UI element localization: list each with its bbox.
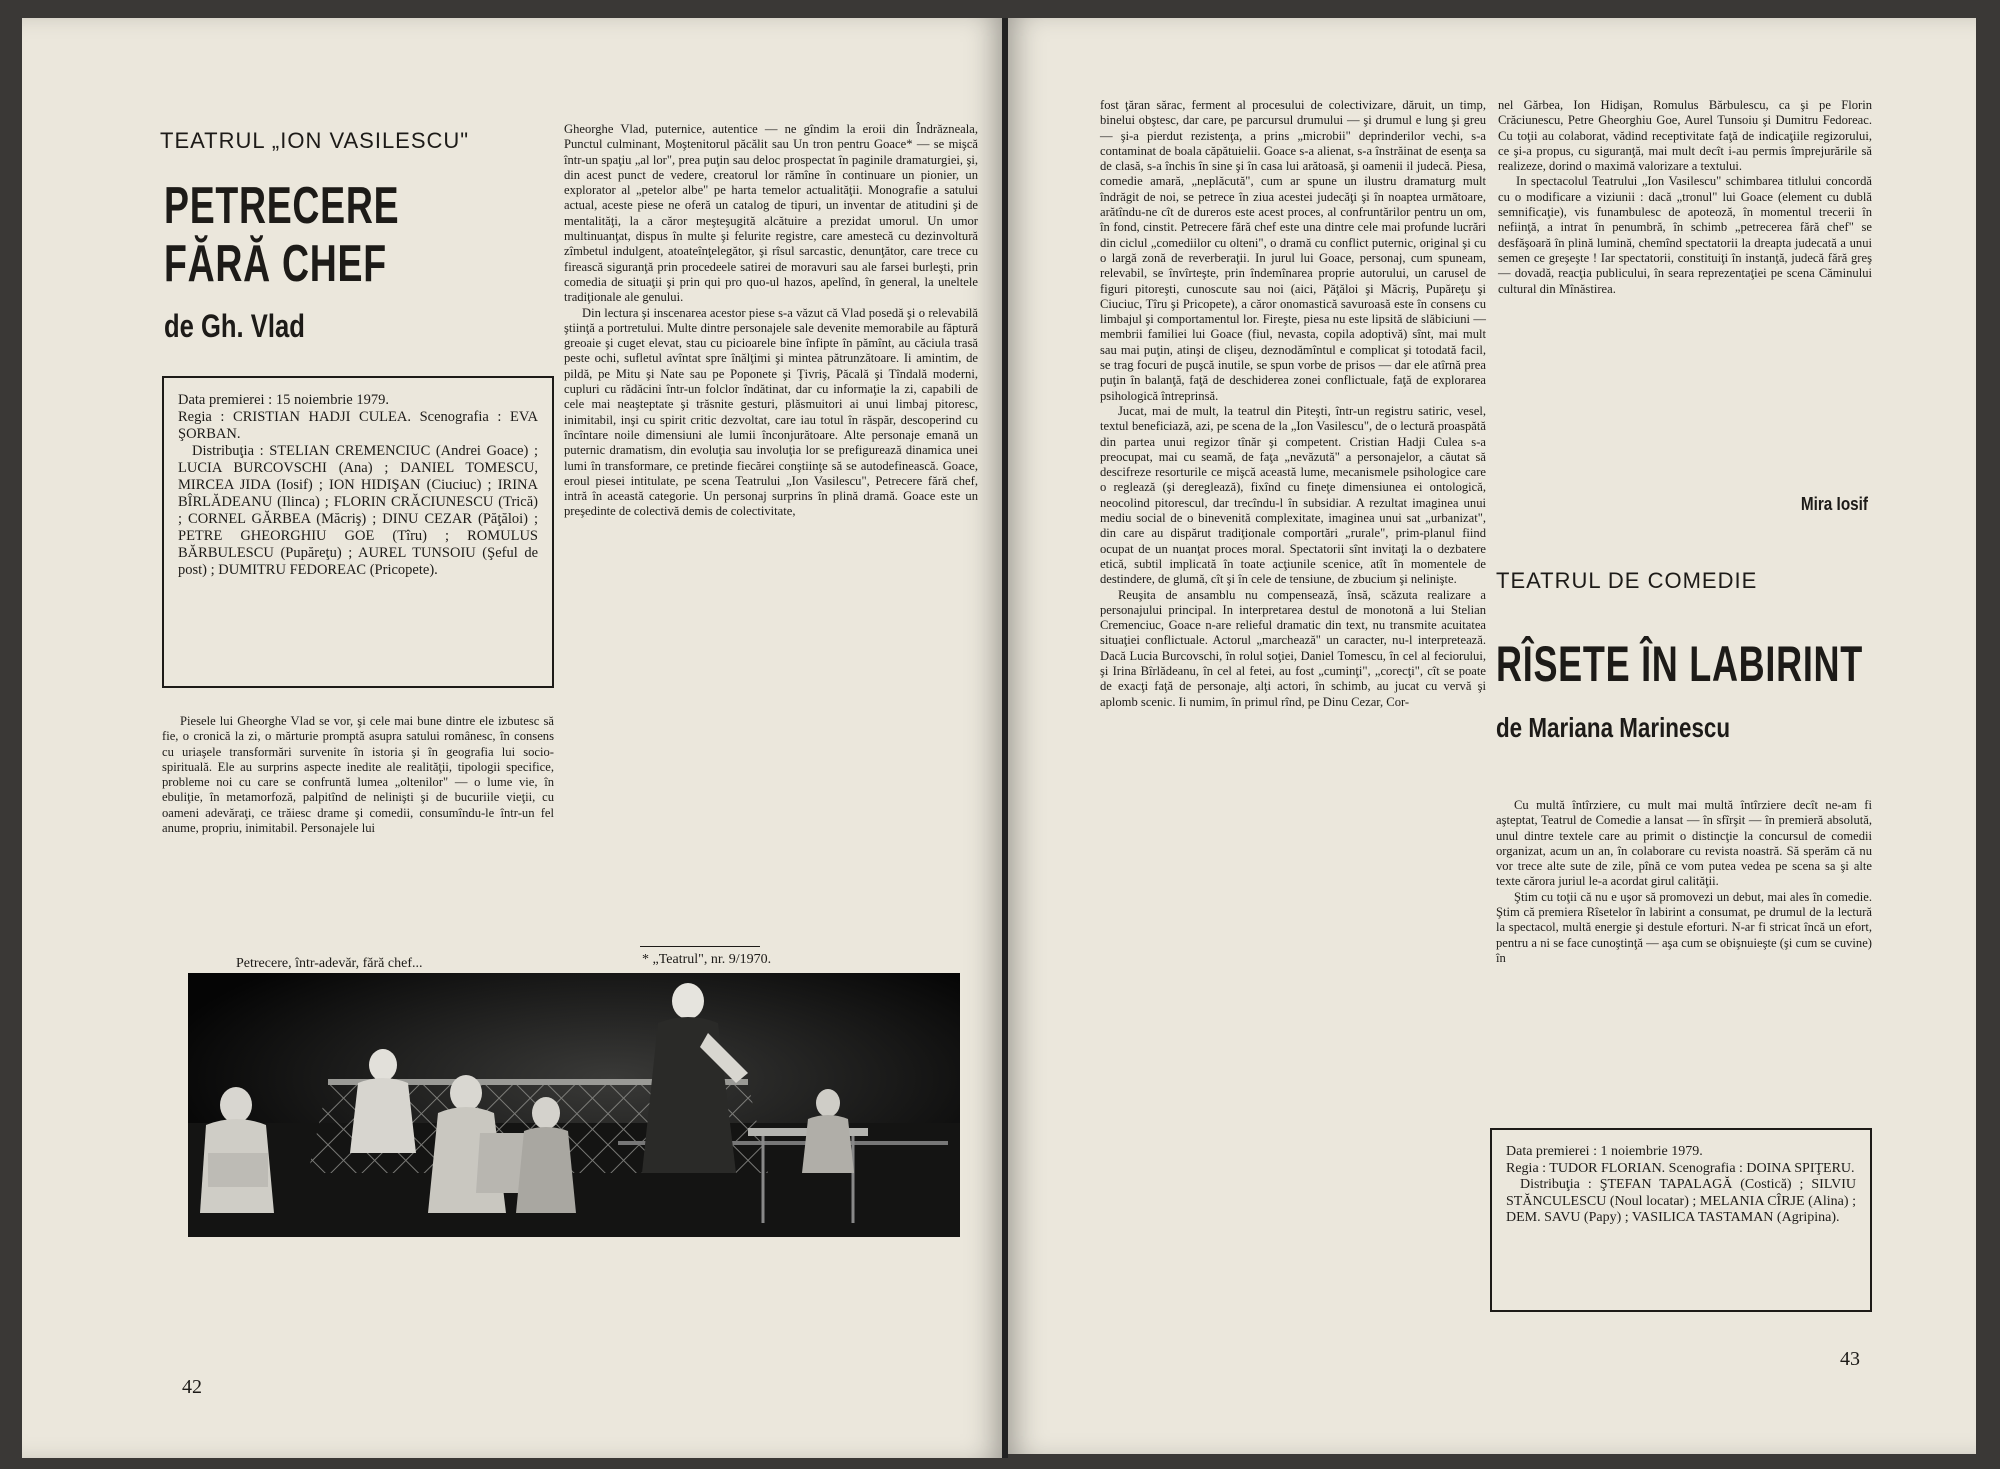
direction-credits: Regia : TUDOR FLORIAN. Scenografia : DOINA SPIŢERU. [1506,1160,1855,1176]
article-column-1 [1100,98,1486,710]
footnote-rule [640,946,760,947]
article-title-line1: PETRECERE [164,177,400,235]
article-byline: de Mariana Marinescu [1496,712,1731,743]
paragraph: Piesele lui Gheorghe Vlad se vor, şi cele mai bune dintre ele izbutesc să fie, o cronică la zi, o mărturie promptă asupra satului românesc, în consens cu uriaşele transformări survenite în istoria şi în geografia lui socio-spirituală. Ele au surprins aspecte inedite ale realităţii, tipologii specifice, probleme noi cu care se confruntă lumea „oltenilor" — o lume vie, în ebuliţie, în metamorfoză, palpitînd de nelinişti şi de bucuriile vieţii, cu oameni adevăraţi, ce trăiesc drame şi comedii, consumîndu-le într-un fel anume, propriu, inimitabil. Personajele lui [162,714,554,836]
article-column-2 [1498,98,1872,297]
cast-list: Distribuţia : STELIAN CREMENCIUC (Andrei Goace) ; LUCIA BURCOVSCHI (Ana) ; DANIEL TOMESCU, MIRCEA JIDA (Iosif) ; ION HIDIŞAN (Ciuciuc) ; IRINA BÎRLĂDEANU (Ilinca) ; FLORIN CRĂCIUNESCU (Trică) ; CORNEL GĂRBEA (Măcriş) ; DINU CEZAR (Păţăloi) ; PETRE GHEORGHIU GOE (Tîru) ; ROMULUS BĂRBULESCU (Pupăreţu) ; AUREL TUNSOIU (Şeful de post) ; DUMITRU FEDOREAC (Pricopete). [178,443,538,578]
article-column-2 [564,122,978,520]
photo-caption: Petrecere, într-adevăr, fără chef... [236,956,423,971]
stage-photo-image [188,973,960,1237]
paragraph: Din lectura şi inscenarea acestor piese s-a văzut că Vlad posedă şi o relevabilă ştiinţă a portretului. Multe dintre personajele sale devenite memorabile au făptură greoaie şi cuget elevat, stau cu picioarele bine înfipte în pămînt, au căciula trasă peste ochi, sufletul avîntat spre înălţimi şi mintea pătrunzătoare. Ii amintim, de pildă, pe Mitu şi Nate sau pe Poponete şi Ţivriş, Păcală şi Tîndală moderni, cupluri cu rădăcini într-un folclor îndătinat, dar cu informaţie la zi, capabili de cele mai neaşteptate şi trăsnite gesturi, plăsmuitori ai unui limbaj pitoresc, inimitabil, inşi cu spirit critic dezvoltat, care iau totul în răspăr, descoperind cu încîntare noile dimensiuni ale lumii înconjurătoare. Alte personaje emană un puternic dramatism, din evoluţia sau involuţia lor se prefigurează dinamica unei lumi în transformare, ce pretinde fiecărei conştiinţe să se autodefinească. Goace, eroul piesei intitulate, pe scena Teatrului „Ion Vasilescu", Petrecere fără chef, intră în această categorie. Un personaj surprins în plină dramă. Goace este un preşedinte de colectivă demis de colectivitate, [564,305,978,519]
author-signature: Mira Iosif [1800,494,1868,514]
footnote: * „Teatrul", nr. 9/1970. [642,952,772,967]
left-page [22,18,1002,1458]
spine-gutter [1002,18,1008,1458]
article-column-3 [1496,798,1872,966]
credits-box [1490,1128,1872,1312]
cast-list: Distribuţia : ŞTEFAN TAPALAGĂ (Costică) ; SILVIU STĂNCULESCU (Noul locatar) ; MELANIA CÎRJE (Alina) ; DEM. SAVU (Papy) ; VASILICA TASTAMAN (Agripina). [1506,1177,1856,1225]
article-column-1 [162,714,554,836]
article-title-line2: FĂRĂ CHEF [164,235,387,293]
right-page [1008,18,1976,1454]
paragraph: nel Gărbea, Ion Hidişan, Romulus Bărbulescu, ca şi pe Florin Crăciunescu, Petre Gheorghiu Goe, Aurel Tunsoiu şi Dumitru Fedoreac. Cu toţii au colaborat, vădind receptivitate faţă de indicaţiile regizorului, ce şi-a propus, cu siguranţă, mai mult decît i-au permis împrejurările să realizeze, dorind o maximă valorizare a textului. [1498,98,1872,174]
paragraph: Reuşita de ansamblu nu compensează, însă, scăzuta realizare a personajului principal. In interpretarea destul de monotonă a lui Stelian Cremenciuc, Goace n-are relieful dramatic din text, nu transmite acuitatea situaţiei conflictuale. Actorul „marchează" un caracter, nu-l interpretează. Dacă Lucia Burcovschi, în rolul soţiei, Daniel Tomescu, în cel al feciorului, şi Irina Bîrlădeanu, în cel al fetei, au fost „cuminţi", „corecţi", cît se poate de exacţi faţă de personaje, alţi actori, în schimb, au jucat cu vervă şi aplomb scenic. Ii numim, în primul rînd, pe Dinu Cezar, Cor- [1100,587,1486,709]
paragraph: In spectacolul Teatrului „Ion Vasilescu" schimbarea titlului concordă cu o modificare a viziunii : dacă „tronul" lui Goace (element cu dublă semnificaţie), vis funambulesc de apoteoză, în momentul trecerii în nefiinţă, a intrat în penumbră, în schimb „petrecerea fără chef" se desfăşoară în plină lumină, chemînd spectatorii la dreapta judecată a unui semen ce greşeşte ! Iar spectatorii, constituiţi în instanţă, judecă fără greş — dovadă, reacţia publicului, în seara reprezentaţiei pe scena Căminului cultural din Mînăstirea. [1498,174,1872,296]
page-number: 42 [182,1376,202,1398]
section-label: TEATRUL DE COMEDIE [1496,568,1758,593]
stage-photo [188,973,960,1237]
page-number: 43 [1840,1348,1860,1370]
article-title: RÎSETE ÎN LABIRINT [1496,636,1863,692]
paragraph: Ştim cu toţii că nu e uşor să promovezi un debut, mai ales în comedie. Ştim că premiera Rîsetelor în labirint a consumat, pe drumul de la lectură la spectacol, multă energie şi destule eforturi. N-ar fi stricat încă un efort, pentru a ni se face cunoştinţă — aşa cum se obişnuieşte (şi cum se cuvine) în [1496,889,1872,965]
premiere-date: Data premierei : 1 noiembrie 1979. [1506,1144,1703,1159]
paragraph: Cu multă întîrziere, cu mult mai multă întîrziere decît ne-am fi aşteptat, Teatrul de Comedie a lansat — în sfîrşit — în premieră absolută, unul dintre textele care au primit o distincţie la concursul de comedii organizat, acum un an, în colaborare cu revista noastră. Să sperăm că nu vor trece alte sute de zile, pînă ce vom putea vedea pe scena sa şi alte texte cărora juriul le-a acordat girul calităţii. [1496,798,1872,889]
paragraph: fost ţăran sărac, ferment al procesului de colectivizare, dăruit, un timp, binelui obştesc, dar care, pe parcursul drumului — şi drumul e lung şi greu — şi-a pierdut rezistenţa, a prins „microbii" deprinderilor vechi, s-a contaminat de boala căpătuielii. Goace s-a alienat, s-a înstrăinat de esenţa sa de clasă, s-a închis în sine şi în casa lui arătoasă, şi oamenii il judecă. Piesa, comedie amară, „neplăcută", cum ar spune un ilustru dramaturg mult îndrăgit de noi, se petrece în ziua acestei judecăţi şi în noaptea următoare, arătîndu-ne cît de dureros este acest proces, al confruntărilor pentru un om, în fond, cinstit. Petrecere fără chef este una dintre cele mai profunde lucrări din ciclul „comediilor cu olteni", o dramă cu conflict puternic, original şi cu o largă zonă de reverberaţii. In jurul lui Goace, personaj, cum spuneam, relevabil, se învîrteşte, prin îndemînarea proprie autorului, un carusel de figuri pitoreşti, cunoscute sau noi (aici, Păţăloi şi Măcriş, Pupăreţu şi Ciuciuc, Tîru şi Pricopete), a căror onomastică savuroasă este în consens cu limbajul şi comportamentul lor. Fireşte, piesa nu este lipsită de slăbiciuni — membrii familiei lui Goace (fiul, nevasta, copila adoptivă) sînt, mai mult sau mai puţin, atinşi de clişeu, deznodămîntul e complicat şi totodată facil, se trag focuri de puşcă inutile, se spun vorbe de prisos — dar ele atîrnă prea puţin în balanţă, faţă de deschiderea zonei conflictuale, faţă de explorarea psihologică întreprinsă. [1100,98,1486,403]
paragraph: Jucat, mai de mult, la teatrul din Piteşti, într-un registru satiric, vesel, textul beneficiază, azi, pe scena de la „Ion Vasilescu", de o lectură proaspătă din partea unui regizor tînăr şi competent. Cristian Hadji Culea s-a preocupat, mai cu seamă, de faţa „nevăzută" a personajelor, a căutat să descifreze resorturile ce mişcă această lume, mecanismele psihologice care o reglează (şi dereglează), fixînd cu fineţe dimensiunea ei ontologică, neocolind pitorescul, dar trecîndu-l în subsidiar. A rezultat imaginea unui mediu social de o binevenită complexitate, imaginea unui sat „urbanizat", din care au dispărut tradiţionale comportări „rurale", prim-planul fiind ocupat de un nuanţat proces moral. Spectatorii sînt invitaţi la o dezbatere etică, subtil implicată în toate acţiunile scenice, atît în momentele de destindere, de glumă, cît şi în cele de tensiune, de zbucium şi nelinişte. [1100,403,1486,587]
credits-box [162,376,554,688]
direction-credits: Regia : CRISTIAN HADJI CULEA. Scenografia : EVA ŞORBAN. [178,409,538,442]
article-byline: de Gh. Vlad [164,308,305,344]
premiere-date: Data premierei : 15 noiembrie 1979. [178,392,389,408]
paragraph: Gheorghe Vlad, puternice, autentice — ne gîndim la eroii din Îndrăzneala, Punctul culminant, Moştenitorul păcălit sau Un tron pentru Goace* — se mişcă într-un spaţiu „al lor", prea puţin sau deloc prospectat în paginile dramaturgiei, şi, din acest punct de vedere, creatorul lor rămîne în continuare un pionier, un explorator al „petelor albe" pe harta temelor actualităţii. Monografie a satului actual, aceste piese ne oferă un catalog de tipuri, un inventar de atitudini şi de mentalităţi, la a căror meşteşugită alcătuire a prezidat umorul. Un umor multinuanţat, dispus în multe şi felurite registre, care amestecă cu dezinvoltură zîmbetul indulgent, atoateînţelegător, şi rîsul sarcastic, denunţător, care trece cu firească siguranţă prin procedeele satirei de moravuri sau ale farsei burleşti, prin comedia de situaţii şi prin qui pro quo-ul hazos, apelînd, în general, la uneltele tradiţionale ale genului. [564,122,978,305]
section-label: TEATRUL „ION VASILESCU" [160,128,470,153]
